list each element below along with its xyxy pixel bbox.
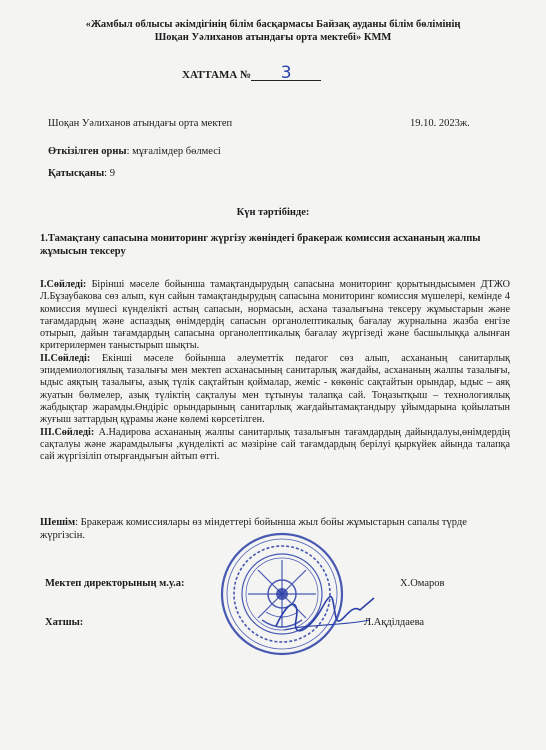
attendees-value: : 9: [104, 168, 115, 179]
protocol-number: 3: [251, 66, 321, 81]
minutes-body: [40, 279, 510, 463]
document-header: [40, 18, 506, 44]
speech-3-text: А.Надирова асхананың жалпы санитарлық тазалығын тағамдардың дайындалуы,өнімдердің сақталуы және жарамдылығы ,күнделікті ас мәзіріне сай тағамдардың берілуі қыркүйек айында талапқа сай жүргізіліп отырғандығын айтып өтті.: [40, 426, 510, 463]
decision-label: Шешім: [40, 517, 76, 528]
speech-1-text: Бірінші мәселе бойынша тамақтандырудың сапасына мониторинг қорытындысымен ДТЖО Л.Бұзаубакова сөз алып, күн сайын тамақтандырудың сапасына мониторинг комиссия мүшелері, кемінде 4 комиссия мүшесі күнделікті астың сапасын, нормасын, асхана тазалығына тексеру жұмыстарын және тағамдардың және аспаздық өнімдердің сапасын органолептикалық бағалау журналына жазба енгізе отырып, дайын тағамдардың сапасына органолептикалық бағалау жүргізеді және басшылыққа алынған критерилермен таныстырып шықты.: [40, 279, 510, 352]
protocol-title: [182, 63, 321, 83]
agenda-title: Күн тәртібінде:: [236, 207, 310, 218]
venue-value: : мұғалімдер бөлмесі: [126, 146, 221, 157]
secretary-label: Хатшы:: [45, 617, 84, 628]
decision-text: : Бракераж комиссиялары өз міндеттері бойынша жыл бойы жұмыстарын сапалы түрде жүргізсін.: [40, 517, 467, 541]
attendees-line: [48, 168, 115, 179]
speech-2-label: II.Сөйледі:: [40, 352, 91, 364]
venue-label: Өткізілген орны: [48, 146, 127, 157]
speech-1-label: I.Сөйледі:: [40, 279, 87, 290]
header-line-2: Шоқан Уәлиханов атындағы орта мектебі» КММ: [154, 32, 392, 43]
header-line-1: «Жамбыл облысы әкімдігінің білім басқармасы Байзақ ауданы білім бөлімінің: [85, 19, 461, 30]
director-label: Мектеп директорының м.у.а:: [45, 578, 185, 589]
agenda-item-1: 1.Тамақтану сапасына мониторинг жүргізу жөніндегі бракераж комиссия асхананың жалпы жұмысын тексеру: [40, 233, 481, 257]
speech-3: [40, 427, 510, 464]
attendees-label: Қатысқаны: [48, 168, 105, 179]
venue-line: [48, 146, 221, 157]
secretary-name: Л.Ақділдаева: [364, 617, 425, 628]
speech-2-text: Екінші мәселе бойынша әлеуметтік педагог сөз алып, асхананың санитарлық эпидемиологиялық тазалығы мен мектеп асханасының санитарлық жағдайы, асхананың жалпы тазалығы, ыдыс аяқтың тазалығы, азық түлік сақтайтын қоймалар, жеміс - көкөніс сақтайтын орындар, ыдыс – аяқ жуатын бөлмелер, азық түліктің сақталуы мен тұтынуы талапқа сай. Тоңазытқыш – технологиялық жабдықтар жарамды.Өндіріс орындарының санитарлық жағдайытамақтандыру ұйымдарына қойылатын жуғыш заттардың құрамы және көлемі көрсетілген.: [40, 352, 510, 426]
director-name: Х.Омаров: [400, 578, 445, 589]
school-name: Шоқан Уәлиханов атындағы орта мектеп: [48, 118, 233, 129]
signature-icon: [270, 590, 380, 638]
speech-3-label: III.Сөйледі:: [40, 426, 95, 438]
protocol-label: ХАТТАМА №: [182, 69, 252, 81]
speech-2: [40, 353, 510, 427]
meeting-date: 19.10. 2023ж.: [410, 118, 470, 129]
speech-1: [40, 279, 510, 353]
